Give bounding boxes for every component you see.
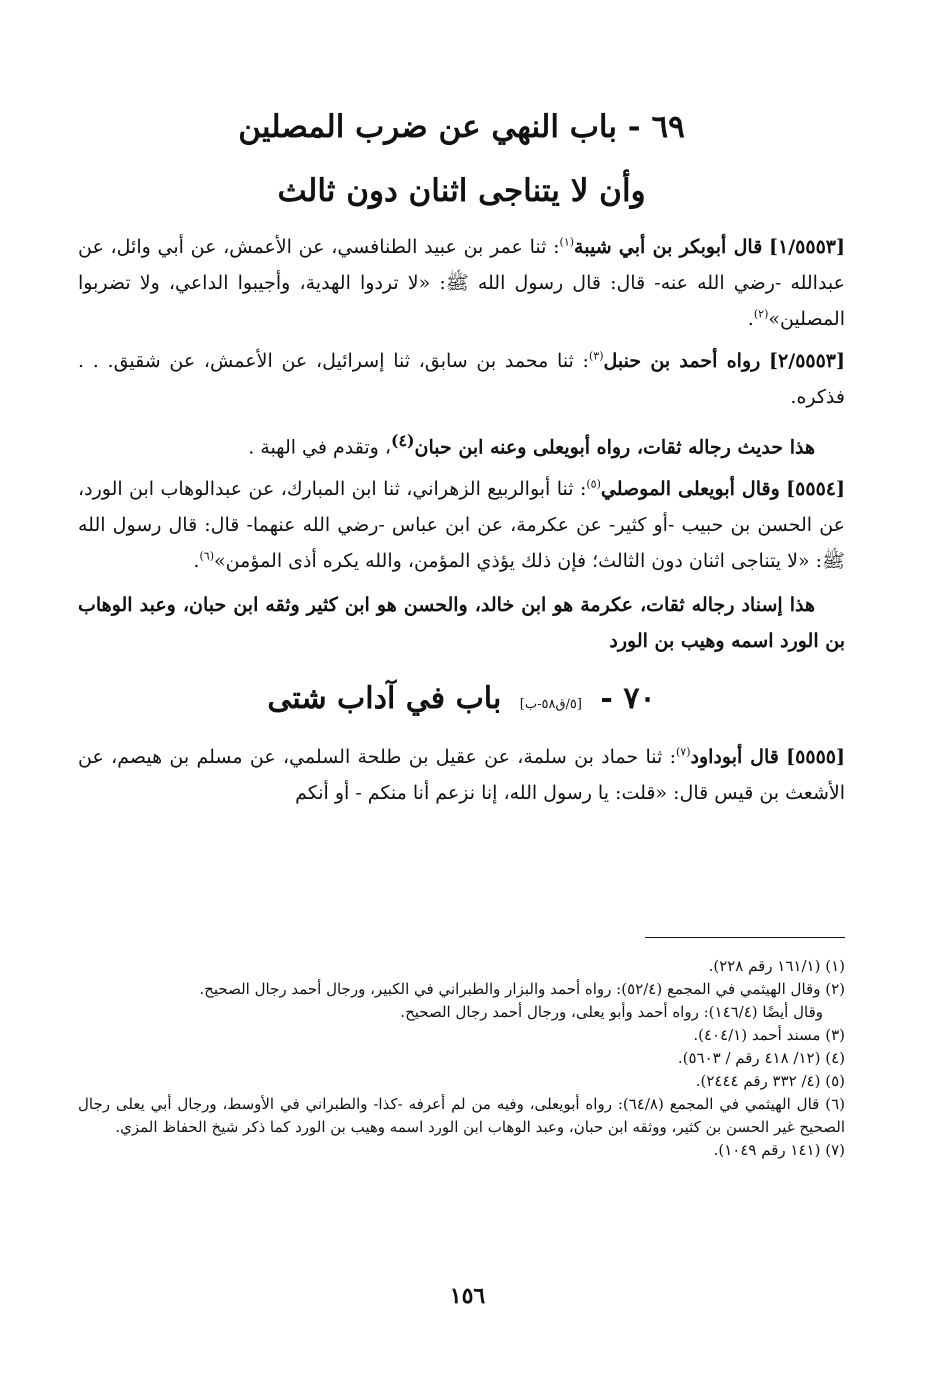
grading-text: هذا إسناد رجاله ثقات، عكرمة هو ابن خالد، والحسن هو ابن كثير وثقه ابن حبان، وعبد الوهاب بن الورد اسمه وهيب بن الورد xyxy=(78,594,845,653)
hadith-text: : ثنا أبوالربيع الزهراني، ثنا ابن المبارك، عن عبدالوهاب ابن الورد، عن الحسن بن حبيب -أو كثير- عن عكرمة، عن ابن عباس -رضي الله عنهما- قال: قال رسول الله ﷺ: «لا يتناجى اثنان دون الثالث؛ فإن ذلك يؤذي المؤمن، والله يكره أذى المؤمن» xyxy=(78,478,845,573)
footnote-number: (٣) xyxy=(825,1026,845,1044)
footnote-marker: (٤) xyxy=(391,431,415,450)
footnote-text: وقال الهيثمي في المجمع (٥٢/٤): رواه أحمد والبزار والطبراني في الكبير، ورجال أحمد رجال الصحيح. xyxy=(199,980,821,998)
hadith-narrator: رواه أحمد بن حنبل xyxy=(603,350,761,372)
footnotes xyxy=(78,955,845,1162)
grading-note-2 xyxy=(78,587,845,659)
footnote-number: (١) xyxy=(825,957,845,975)
hadith-end: . xyxy=(747,308,754,330)
hadith-ref: [٢/٥٥٥٣] xyxy=(769,350,846,372)
chapter-70-title: باب في آداب شتى xyxy=(267,681,502,717)
hadith-5553-2 xyxy=(78,343,845,415)
hadith-ref: [٥٥٥٤] xyxy=(786,478,845,501)
hadith-5553-1 xyxy=(78,229,845,337)
hadith-text: : ثنا حماد بن سلمة، عن عقيل بن طلحة السلمي، عن مسلم بن هيصم، عن الأشعث بن قيس قال: «قلت: يا رسول الله، إنا نزعم أنا منكم - أو أنكم xyxy=(78,746,845,805)
footnote-continuation: وقال أيضًا (١٤٦/٤): رواه أحمد وأبو يعلى، ورجال أحمد رجال الصحيح. xyxy=(400,1003,823,1021)
hadith-text: : ثنا محمد بن سابق، ثنا إسرائيل، عن الأعمش، عن شقيق. . . فذكره. xyxy=(78,350,845,408)
hadith-narrator: وقال أبويعلى الموصلي xyxy=(600,478,780,501)
hadith-5554 xyxy=(78,471,845,579)
footnote-number: (٥) xyxy=(825,1072,845,1090)
manuscript-marker: [٥/ق٥٨-ب] xyxy=(519,697,582,713)
footnote-text: مسند أحمد (٤٠٤/١). xyxy=(693,1026,821,1044)
footnote-number: (٦) xyxy=(825,1095,845,1113)
grading-note-1 xyxy=(78,423,845,465)
footnote-marker: (١) xyxy=(559,235,575,249)
chapter-70-heading xyxy=(78,671,845,733)
footnote-marker: (٧) xyxy=(676,746,691,759)
hadith-ref: [١/٥٥٥٣] xyxy=(769,236,845,258)
footnote-separator xyxy=(645,937,845,938)
hadith-end: . xyxy=(193,550,200,573)
page-number: ١٥٦ xyxy=(449,1283,486,1309)
footnote-text: (١٦١/١ رقم ٢٢٨). xyxy=(708,957,821,975)
grading-text: هذا حديث رجاله ثقات، رواه أبويعلى وعنه ابن حبان xyxy=(414,436,815,459)
hadith-narrator: قال أبوداود xyxy=(690,746,779,769)
footnote-number: (٢) xyxy=(825,980,845,998)
footnote-5 xyxy=(78,1070,845,1093)
hadith-5555 xyxy=(78,739,845,811)
footnote-text: (٤/ ٣٣٢ رقم ٢٤٤٤). xyxy=(695,1072,821,1090)
footnote-text: (١٤١ رقم ١٠٤٩). xyxy=(713,1141,821,1159)
footnote-3 xyxy=(78,1024,845,1047)
hadith-ref: [٥٥٥٥] xyxy=(786,746,845,769)
chapter-69-heading xyxy=(78,95,845,223)
chapter-69-subtitle: وأن لا يتناجى اثنان دون ثالث xyxy=(277,173,646,209)
footnote-text: (١٢/ ٤١٨ رقم / ٥٦٠٣). xyxy=(677,1049,821,1067)
hadith-narrator: قال أبوبكر بن أبي شيبة xyxy=(574,236,763,258)
footnote-marker: (٣) xyxy=(588,349,604,363)
footnote-1 xyxy=(78,955,845,978)
chapter-69-title: ٦٩ - باب النهي عن ضرب المصلين xyxy=(238,109,685,145)
chapter-70-number: ٧٠ - xyxy=(600,681,656,717)
page-body xyxy=(78,95,845,815)
footnote-marker: (٢) xyxy=(753,307,769,321)
footnote-6 xyxy=(78,1093,845,1139)
footnote-4 xyxy=(78,1047,845,1070)
footnote-marker: (٦) xyxy=(199,550,214,563)
footnote-2 xyxy=(78,978,845,1024)
hadith-text: : ثنا عمر بن عبيد الطنافسي، عن الأعمش، عن أبي وائل، عن عبدالله -رضي الله عنه- قال: قال رسول الله ﷺ: «لا تردوا الهدية، وأجيبوا الداعي، ولا تضربوا المصلين» xyxy=(78,236,845,330)
footnote-marker: (٥) xyxy=(586,478,601,491)
footnote-7 xyxy=(78,1139,845,1162)
footnote-number: (٧) xyxy=(825,1141,845,1159)
grading-end: ، وتقدم في الهبة . xyxy=(248,436,391,459)
footnote-text: قال الهيثمي في المجمع (٦٤/٨): رواه أبويعلى، وفيه من لم أعرفه -كذا- والطبراني في الأوسط، ورجال أبي يعلى رجال الصحيح غير الحسن بن كثير، ووثقه ابن حبان، وعبد الوهاب ابن الورد اسمه وهيب بن الورد كما ذكر شيخ الحفاظ المزي. xyxy=(78,1095,845,1136)
footnote-number: (٤) xyxy=(825,1049,845,1067)
